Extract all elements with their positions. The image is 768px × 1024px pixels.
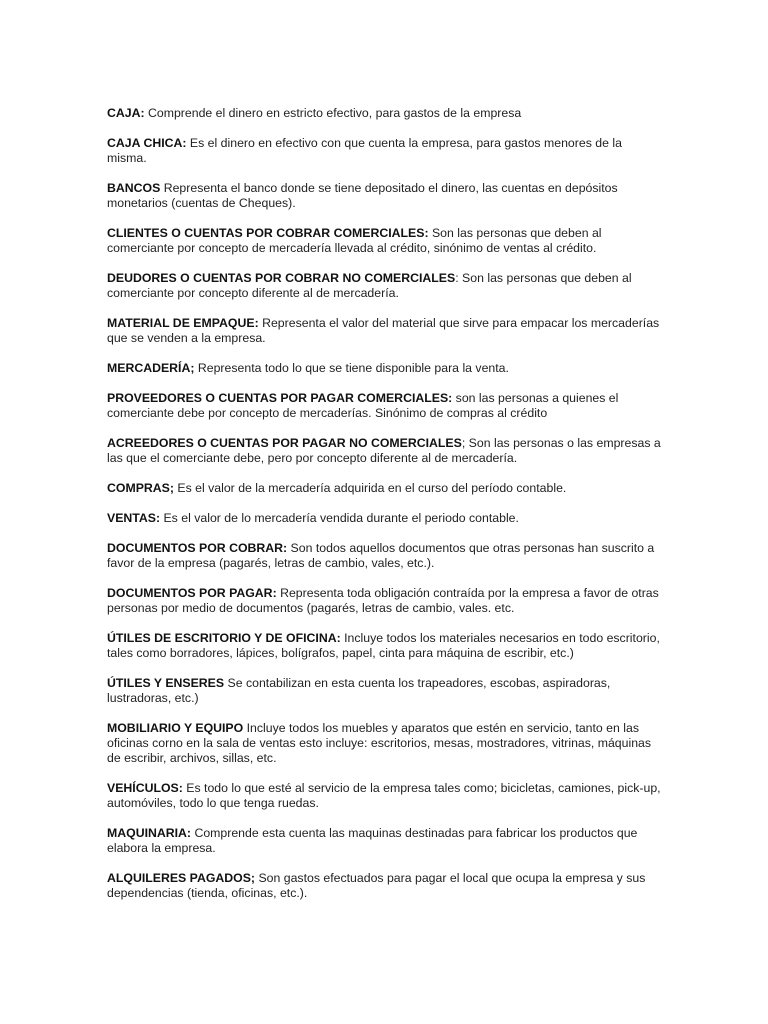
entry-definition: Es todo lo que esté al servicio de la empresa tales como; bicicletas, camiones, pick-up, automóviles, todo lo que tenga ruedas. bbox=[107, 781, 661, 810]
entry-proveedores bbox=[107, 391, 663, 421]
entry-term: DEUDORES O CUENTAS POR COBRAR NO COMERCIALES bbox=[107, 271, 456, 285]
entry-alquileres-pagados bbox=[107, 871, 663, 901]
entry-definition: Son gastos efectuados para pagar el local que ocupa la empresa y sus dependencias (tienda, oficinas, etc.). bbox=[107, 871, 646, 900]
entry-definition: ; Son las personas o las empresas a las que el comerciante debe, pero por concepto diferente al de mercadería. bbox=[107, 436, 661, 465]
entry-definition: Se contabilizan en esta cuenta los trapeadores, escobas, aspiradoras, lustradoras, etc.) bbox=[107, 676, 611, 705]
entry-term: MERCADERÍA; bbox=[107, 361, 195, 375]
entry-clientes bbox=[107, 226, 663, 256]
entry-definition: Representa el banco donde se tiene depositado el dinero, las cuentas en depósitos monetarios (cuentas de Cheques). bbox=[107, 181, 618, 210]
entry-documentos-por-pagar bbox=[107, 586, 663, 616]
entry-mercaderia bbox=[107, 361, 663, 376]
entry-term: MOBILIARIO Y EQUIPO bbox=[107, 721, 244, 735]
entry-term: DOCUMENTOS POR COBRAR: bbox=[107, 541, 288, 555]
entry-definition: Representa todo lo que se tiene disponible para la venta. bbox=[194, 361, 509, 375]
entry-mobiliario-y-equipo bbox=[107, 721, 663, 766]
entry-term: COMPRAS; bbox=[107, 481, 174, 495]
entry-term: PROVEEDORES O CUENTAS POR PAGAR COMERCIALES: bbox=[107, 391, 453, 405]
entry-caja bbox=[107, 106, 663, 121]
entry-utiles-y-enseres bbox=[107, 676, 663, 706]
entry-definition: Es el dinero en efectivo con que cuenta la empresa, para gastos menores de la misma. bbox=[107, 136, 622, 165]
entry-term: CAJA: bbox=[107, 106, 145, 120]
entry-term: CAJA CHICA: bbox=[107, 136, 187, 150]
entry-definition: Son todos aquellos documentos que otras personas han suscrito a favor de la empresa (pagarés, letras de cambio, vales, etc.). bbox=[107, 541, 655, 570]
entry-definition: son las personas a quienes el comerciante debe por concepto de mercaderías. Sinónimo de compras al crédito bbox=[107, 391, 619, 420]
entry-vehiculos bbox=[107, 781, 663, 811]
entry-term: CLIENTES O CUENTAS POR COBRAR COMERCIALES: bbox=[107, 226, 429, 240]
entry-term: MATERIAL DE EMPAQUE: bbox=[107, 316, 259, 330]
entry-definition: Comprende el dinero en estricto efectivo, para gastos de la empresa bbox=[144, 106, 522, 120]
entry-deudores bbox=[107, 271, 663, 301]
entry-definition: Incluye todos los muebles y aparatos que estén en servicio, tanto en las oficinas corno en la sala de ventas esto incluye: escritorios, mesas, mostradores, vitrinas, máquinas de escribir, archivos, sillas, etc. bbox=[107, 721, 652, 765]
entry-ventas bbox=[107, 511, 663, 526]
entry-definition: Incluye todos los materiales necesarios en todo escritorio, tales como borradores, lápices, bolígrafos, papel, cinta para máquina de escribir, etc.) bbox=[107, 631, 660, 660]
entry-term: ÚTILES Y ENSERES bbox=[107, 676, 225, 690]
entry-compras bbox=[107, 481, 663, 496]
entry-term: DOCUMENTOS POR PAGAR: bbox=[107, 586, 277, 600]
entry-definition: Son las personas que deben al comerciante por concepto de mercadería llevada al crédito, sinónimo de ventas al crédito. bbox=[107, 226, 602, 255]
entry-definition: Comprende esta cuenta las maquinas destinadas para fabricar los productos que elabora la empresa. bbox=[107, 826, 638, 855]
entry-term: VEHÍCULOS: bbox=[107, 781, 183, 795]
entry-caja-chica bbox=[107, 136, 663, 166]
entry-utiles-de-escritorio bbox=[107, 631, 663, 661]
entry-bancos bbox=[107, 181, 663, 211]
entry-definition: Representa el valor del material que sirve para empacar los mercaderías que se venden a la empresa. bbox=[107, 316, 660, 345]
entry-term: ÚTILES DE ESCRITORIO Y DE OFICINA: bbox=[107, 631, 341, 645]
entry-definition: : Son las personas que deben al comerciante por concepto diferente al de mercadería. bbox=[107, 271, 632, 300]
entry-material-de-empaque bbox=[107, 316, 663, 346]
entry-definition: Es el valor de lo mercadería vendida durante el periodo contable. bbox=[160, 511, 519, 525]
entry-acreedores bbox=[107, 436, 663, 466]
entry-term: VENTAS: bbox=[107, 511, 161, 525]
entry-term: ACREEDORES O CUENTAS POR PAGAR NO COMERCIALES bbox=[107, 436, 462, 450]
entry-term: ALQUILERES PAGADOS; bbox=[107, 871, 256, 885]
entry-term: BANCOS bbox=[107, 181, 161, 195]
entry-definition: Es el valor de la mercadería adquirida en el curso del período contable. bbox=[173, 481, 567, 495]
document-page bbox=[107, 106, 663, 916]
entry-maquinaria bbox=[107, 826, 663, 856]
entry-documentos-por-cobrar bbox=[107, 541, 663, 571]
entry-term: MAQUINARIA: bbox=[107, 826, 192, 840]
entry-definition: Representa toda obligación contraída por la empresa a favor de otras personas por medio de documentos (pagarés, letras de cambio, vales. etc. bbox=[107, 586, 659, 615]
